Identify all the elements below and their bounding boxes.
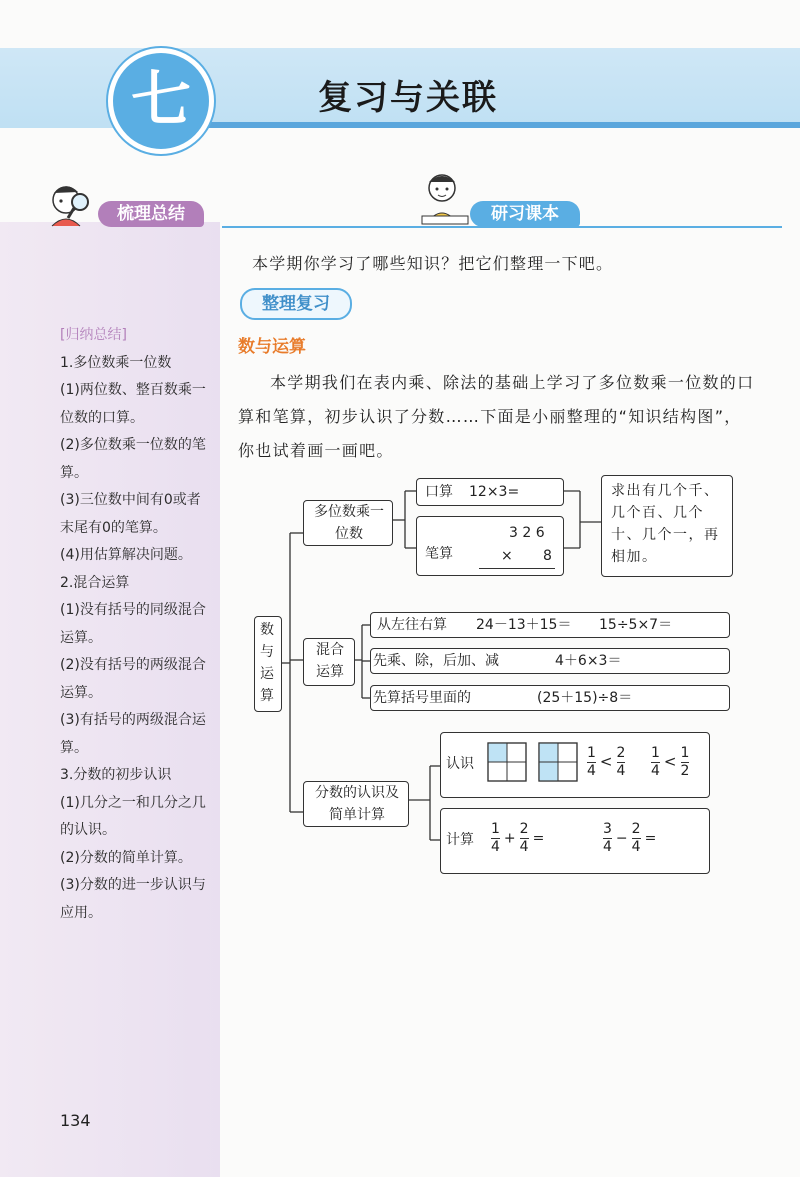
mixed-row-1 bbox=[370, 612, 730, 638]
fraction-compare-2 bbox=[647, 745, 693, 780]
sidebar-line: (3)有括号的两级混合运算。 bbox=[60, 712, 206, 756]
sidebar-line: (1)几分之一和几分之几的认识。 bbox=[60, 794, 206, 838]
intro-paragraph: 本学期我们在表内乘、除法的基础上学习了多位数乘一位数的口算和笔算，初步认识了分数……下面是小丽整理的“知识结构图”，你也试着画一画吧。 bbox=[238, 373, 755, 460]
fraction-know-box bbox=[440, 732, 710, 798]
mult-label: 多位数乘一位数 bbox=[314, 504, 384, 542]
method-note: 求出有几个千、几个百、几个十、几个一，再相加。 bbox=[611, 483, 720, 565]
frac-den: 4 bbox=[616, 763, 626, 779]
frac-den: 4 bbox=[603, 839, 612, 855]
written-box bbox=[416, 516, 564, 576]
written-bottom: 8 bbox=[543, 548, 552, 564]
compare-op: < bbox=[599, 752, 613, 771]
sidebar-line: 1.多位数乘一位数 bbox=[60, 354, 172, 371]
mixed-row3-text: 先算括号里面的 bbox=[373, 690, 471, 706]
sidebar-line: (3)分数的进一步认识与应用。 bbox=[60, 877, 206, 921]
written-op: × bbox=[501, 548, 513, 564]
frac-num: 1 bbox=[491, 821, 500, 837]
plus-op: + bbox=[503, 830, 516, 847]
sidebar-line: 3.分数的初步认识 bbox=[60, 767, 172, 783]
frac-num: 2 bbox=[616, 745, 626, 761]
frac-den: 2 bbox=[680, 763, 690, 779]
frac-num: 1 bbox=[651, 745, 660, 761]
fraction-squares-icon bbox=[487, 742, 579, 786]
frac-den: 4 bbox=[651, 763, 660, 779]
sidebar-line: (1)两位数、整百数乘一位数的口算。 bbox=[60, 382, 206, 426]
fraction-label: 分数的认识及简单计算 bbox=[315, 785, 399, 823]
summary-tag: 梳理总结 bbox=[98, 201, 204, 227]
written-top: 3 2 6 bbox=[509, 525, 545, 541]
written-label: 笔算 bbox=[425, 546, 453, 562]
mixed-row1-expr2: 15÷5×7＝ bbox=[599, 617, 673, 633]
frac-num: 1 bbox=[587, 745, 596, 761]
frac-den: 4 bbox=[587, 763, 596, 779]
frac-den: 4 bbox=[631, 839, 641, 855]
mixed-row2-expr: 4＋6×3＝ bbox=[555, 653, 622, 669]
know-label: 认识 bbox=[446, 756, 474, 772]
frac-den: 4 bbox=[519, 839, 529, 855]
review-pill: 整理复习 bbox=[240, 288, 352, 320]
section-heading: 数与运算 bbox=[238, 337, 306, 357]
calc-label: 计算 bbox=[446, 832, 474, 848]
intro-text: 本学期你学习了哪些知识？把它们整理一下吧。 bbox=[252, 254, 614, 273]
chapter-number-badge: 七 bbox=[108, 48, 214, 154]
written-rule bbox=[479, 568, 555, 569]
eq-op: = bbox=[644, 830, 657, 847]
sidebar-line: 2.混合运算 bbox=[60, 574, 130, 591]
frac-den: 4 bbox=[491, 839, 500, 855]
mult-node bbox=[303, 500, 393, 546]
oral-expr: 12×3= bbox=[469, 484, 520, 500]
mixed-row1-expr1: 24－13＋15＝ bbox=[476, 617, 572, 633]
root-node bbox=[254, 616, 282, 712]
sidebar-line: (4)用估算解决问题。 bbox=[60, 547, 192, 563]
fraction-sub bbox=[599, 821, 656, 856]
mixed-row1-text: 从左往右算 bbox=[377, 617, 447, 633]
frac-num: 2 bbox=[631, 821, 641, 837]
chapter-title: 复习与关联 bbox=[318, 78, 498, 118]
mixed-row3-expr: (25＋15)÷8＝ bbox=[537, 690, 633, 706]
sidebar-line: (2)分数的简单计算。 bbox=[60, 849, 192, 866]
minus-op: − bbox=[615, 830, 628, 847]
compare-op: < bbox=[663, 752, 677, 771]
mixed-row-2 bbox=[370, 648, 730, 674]
eq-op: = bbox=[532, 830, 545, 847]
mixed-row2-text: 先乘、除，后加、减 bbox=[373, 653, 499, 669]
fraction-calc-box bbox=[440, 808, 710, 874]
sidebar-title: [归纳总结] bbox=[60, 327, 127, 343]
sidebar-line: (2)多位数乘一位数的笔算。 bbox=[60, 437, 206, 481]
oral-label: 口算 bbox=[425, 484, 453, 500]
oral-box bbox=[416, 478, 564, 506]
sidebar-line: (1)没有括号的同级混合运算。 bbox=[60, 602, 206, 646]
fraction-compare-1 bbox=[583, 745, 629, 780]
sidebar-line: (2)没有括号的两级混合运算。 bbox=[60, 657, 206, 701]
frac-num: 3 bbox=[603, 821, 612, 837]
fraction-add bbox=[487, 821, 544, 856]
root-label: 数与运算 bbox=[260, 622, 274, 704]
sidebar-line: (3)三位数中间有0或者末尾有0的笔算。 bbox=[60, 492, 201, 536]
page-number: 134 bbox=[60, 1111, 91, 1130]
study-tag: 研习课本 bbox=[470, 201, 580, 227]
frac-num: 1 bbox=[680, 745, 690, 761]
method-note-box bbox=[601, 475, 733, 577]
mixed-label: 混合运算 bbox=[316, 642, 344, 680]
fraction-node bbox=[303, 781, 409, 827]
mixed-node bbox=[303, 638, 355, 686]
mixed-row-3 bbox=[370, 685, 730, 711]
frac-num: 2 bbox=[519, 821, 529, 837]
